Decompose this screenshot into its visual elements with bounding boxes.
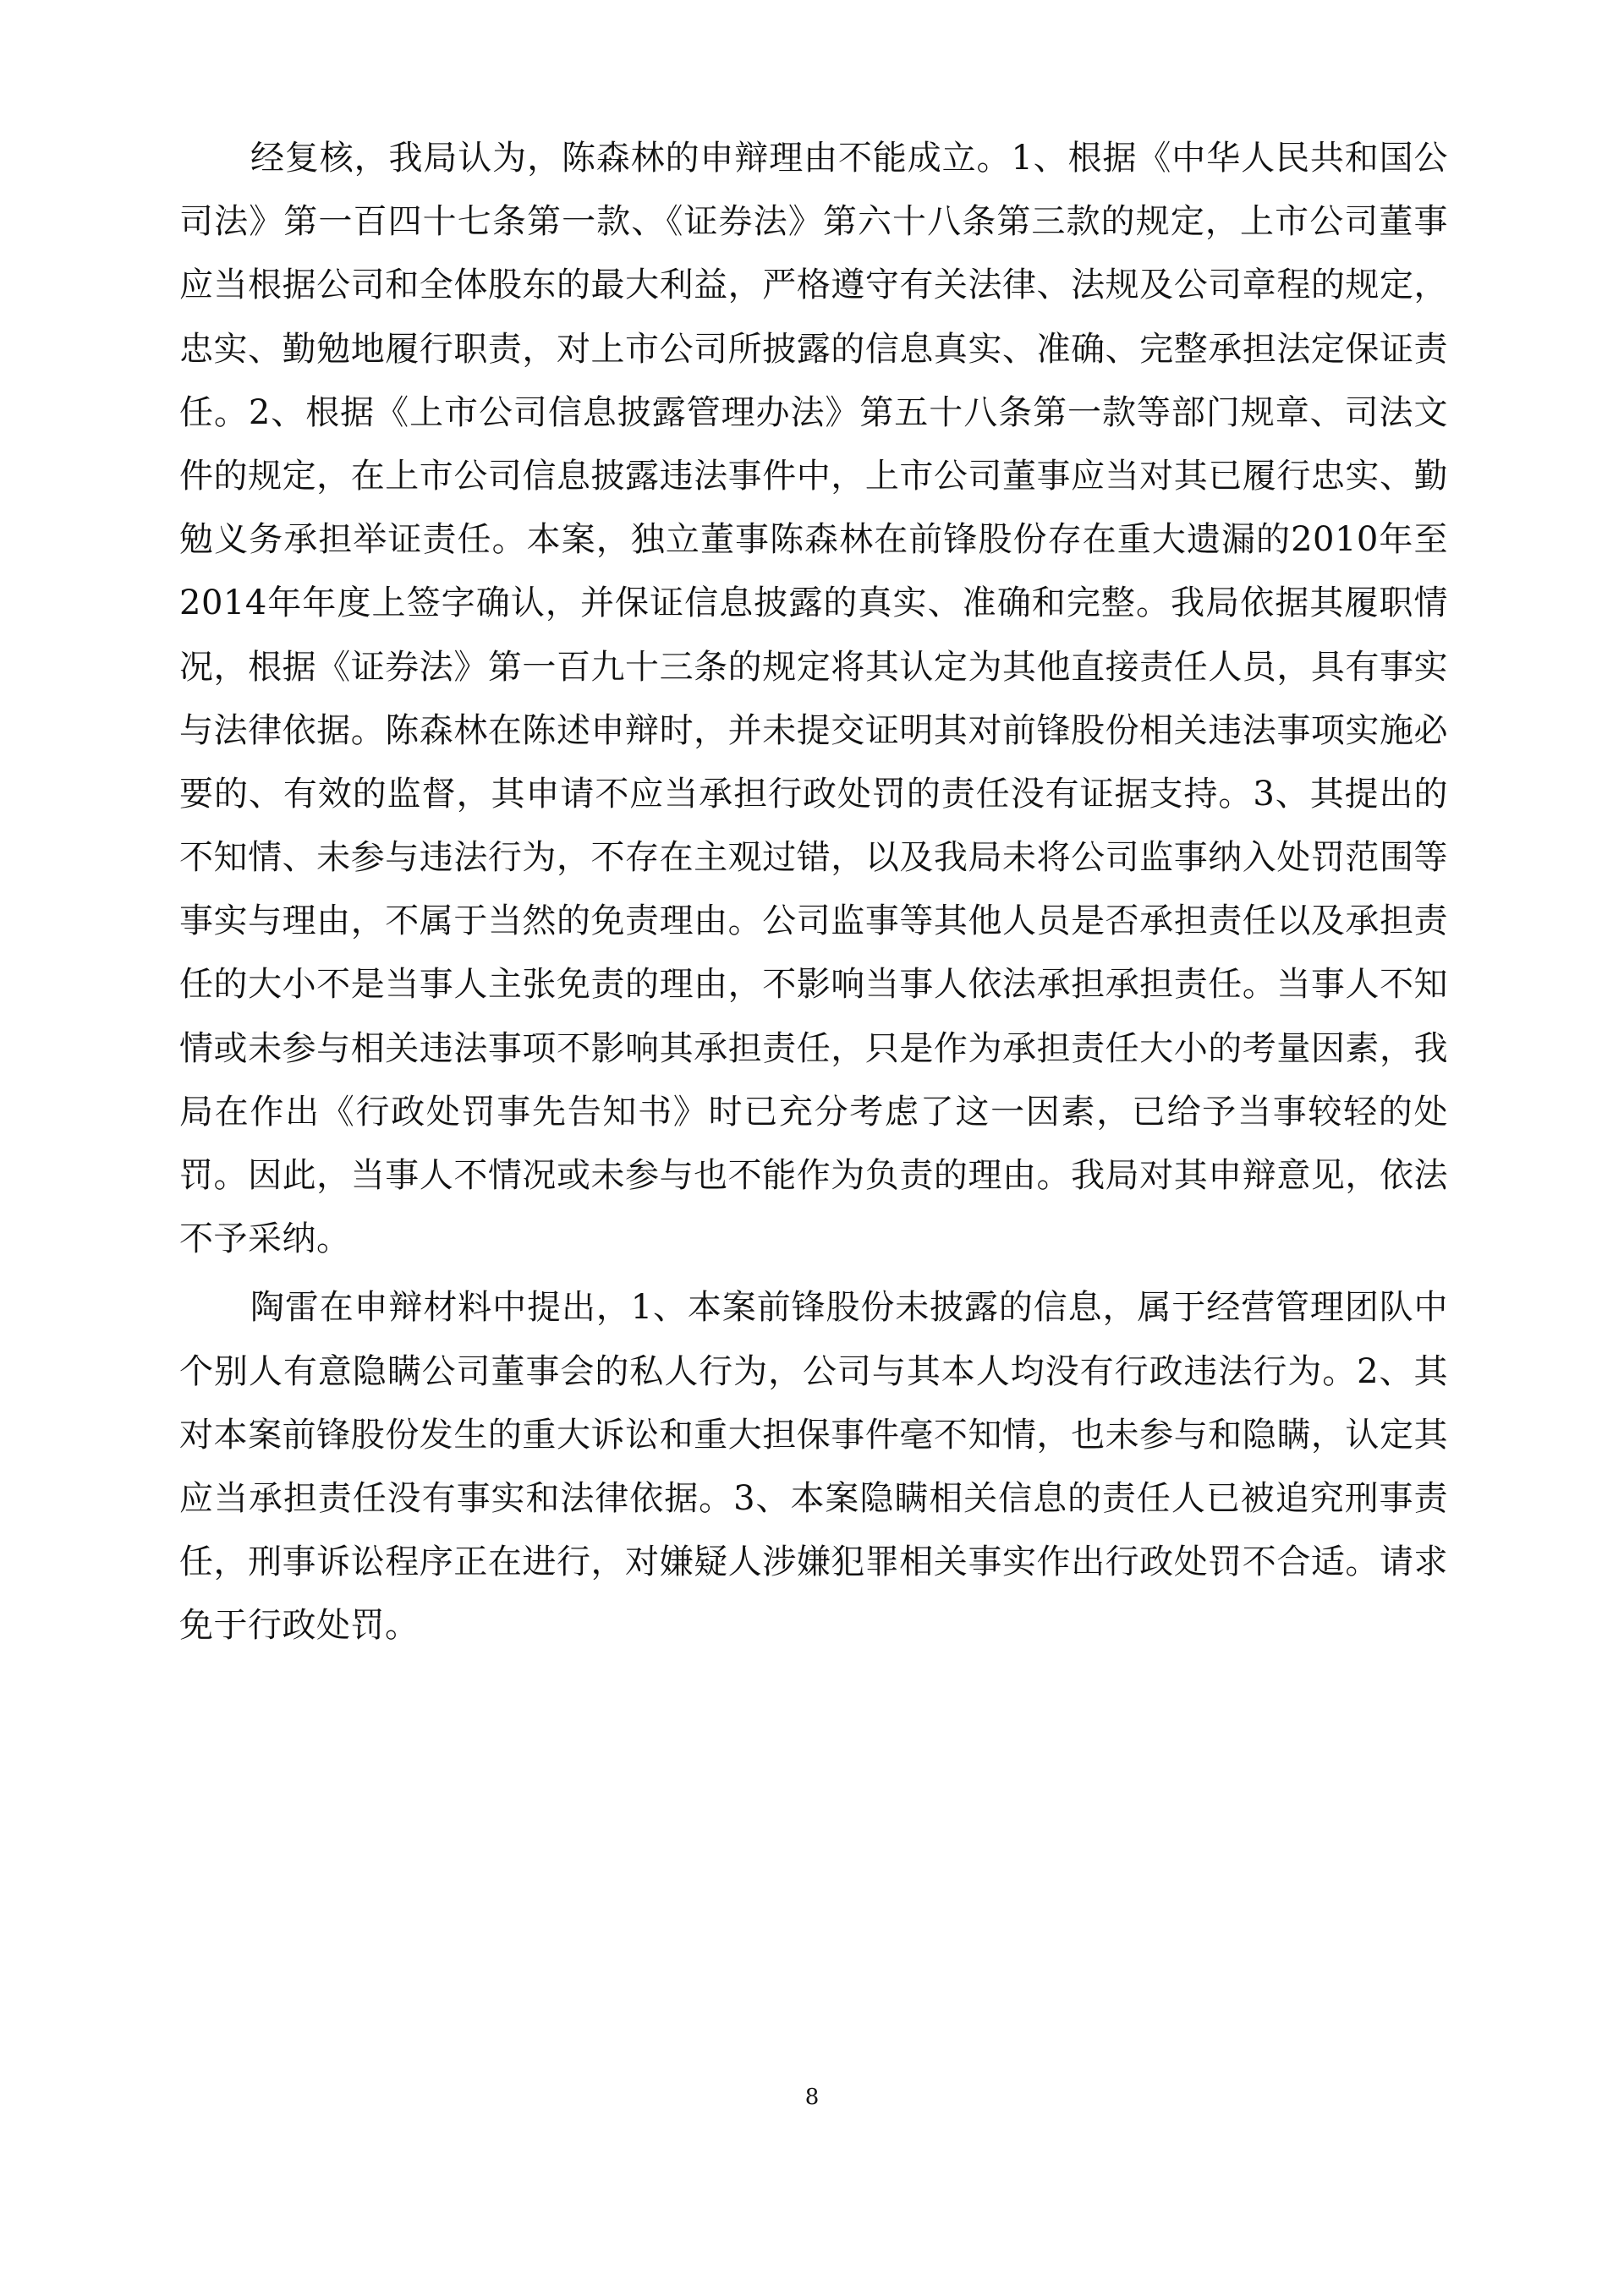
paragraph-2: 陶雷在申辩材料中提出，1、本案前锋股份未披露的信息，属于经营管理团队中个别人有意隐瞒公司董事会的私人行为，公司与其本人均没有行政违法行为。2、其对本案前锋股份发生的重大诉讼和重大担保事件毫不知情，也未参与和隐瞒，认定其应当承担责任没有事实和法律依据。3、本案隐瞒相关信息的责任人已被追究刑事责任，刑事诉讼程序正在进行，对嫌疑人涉嫌犯罪相关事实作出行政处罚不合适。请求免于行政处罚。: [179, 1288, 1448, 1646]
page-body: [179, 127, 1448, 1663]
paragraph-1: 经复核，我局认为，陈森林的申辩理由不能成立。1、根据《中华人民共和国公司法》第一百四十七条第一款、《证券法》第六十八条第三款的规定，上市公司董事应当根据公司和全体股东的最大利益，严格遵守有关法律、法规及公司章程的规定，忠实、勤勉地履行职责，对上市公司所披露的信息真实、准确、完整承担法定保证责任。2、根据《上市公司信息披露管理办法》第五十八条第一款等部门规章、司法文件的规定，在上市公司信息披露违法事件中，上市公司董事应当对其已履行忠实、勤勉义务承担举证责任。本案，独立董事陈森林在前锋股份存在重大遗漏的2010年至2014年年度上签字确认，并保证信息披露的真实、准确和完整。我局依据其履职情况，根据《证券法》第一百九十三条的规定将其认定为其他直接责任人员，具有事实与法律依据。陈森林在陈述申辩时，并未提交证明其对前锋股份相关违法事项实施必要的、有效的监督，其申请不应当承担行政处罚的责任没有证据支持。3、其提出的不知情、未参与违法行为，不存在主观过错，以及我局未将公司监事纳入处罚范围等事实与理由，不属于当然的免责理由。公司监事等其他人员是否承担责任以及承担责任的大小不是当事人主张免责的理由，不影响当事人依法承担承担责任。当事人不知情或未参与相关违法事项不影响其承担责任，只是作为承担责任大小的考量因素，我局在作出《行政处罚事先告知书》时已充分考虑了这一因素，已给予当事较轻的处罚。因此，当事人不情况或未参与也不能作为负责的理由。我局对其申辩意见，依法不予采纳。: [179, 139, 1448, 1259]
page-number: 8: [804, 2085, 820, 2110]
